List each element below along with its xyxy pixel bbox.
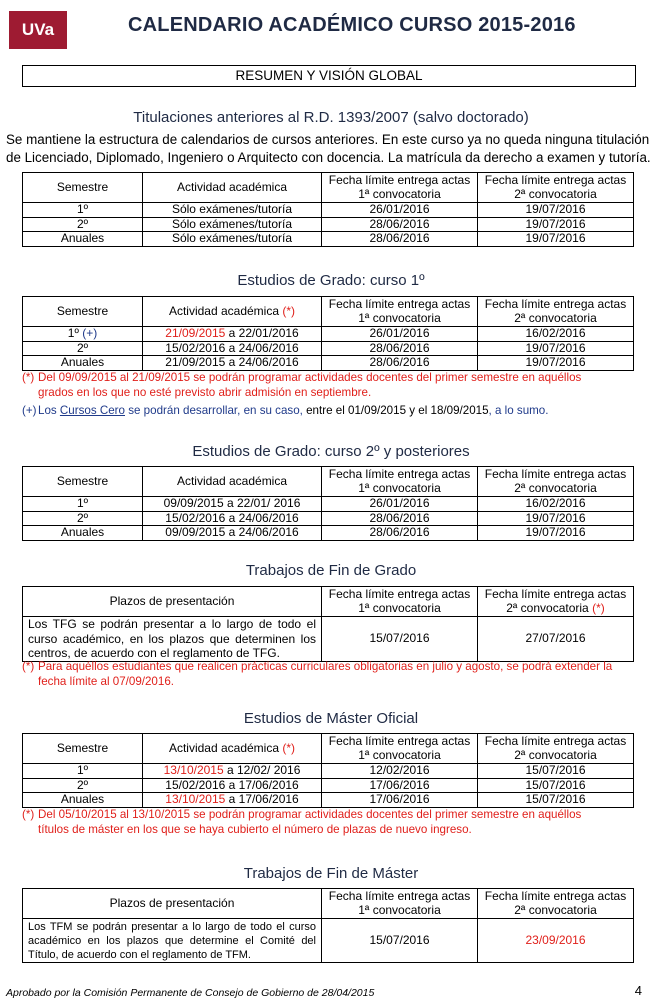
cell-activity: 13/10/2015 a 17/06/2016	[143, 793, 322, 808]
cell-semester: 2º	[23, 511, 143, 526]
col-header-activity: Actividad académica	[143, 173, 322, 203]
cell-second-call: 15/07/2016	[478, 764, 634, 779]
summary-heading: RESUMEN Y VISIÓN GLOBAL	[22, 65, 636, 87]
cell-second-call: 16/02/2016	[478, 327, 634, 342]
cell-first-call: 17/06/2016	[322, 778, 478, 793]
table-row	[23, 793, 634, 808]
cell-semester: Anuales	[23, 232, 143, 247]
cell-semester: 2º	[23, 217, 143, 232]
cell-semester: Anuales	[23, 356, 143, 371]
cell-first-call: 15/07/2016	[322, 617, 478, 662]
table-grado-first-year	[22, 296, 634, 371]
table-row	[23, 341, 634, 356]
cell-first-call: 28/06/2016	[322, 217, 478, 232]
cell-semester: 2º	[23, 778, 143, 793]
table-row	[23, 617, 634, 662]
col-header-first-call: Fecha límite entrega actas 1ª convocatoria	[322, 587, 478, 617]
col-header-activity: Actividad académica	[143, 467, 322, 497]
table-tfm	[22, 888, 634, 963]
section-title-tfm: Trabajos de Fin de Máster	[243, 865, 419, 882]
cell-first-call: 26/01/2016	[322, 327, 478, 342]
cell-second-call: 15/07/2016	[478, 778, 634, 793]
cell-first-call: 28/06/2016	[322, 232, 478, 247]
section-title-tfg: Trabajos de Fin de Grado	[245, 562, 417, 579]
cell-activity: 15/02/2016 a 24/06/2016	[143, 341, 322, 356]
cell-activity: 15/02/2016 a 17/06/2016	[143, 778, 322, 793]
cell-first-call: 28/06/2016	[322, 341, 478, 356]
cell-second-call: 19/07/2016	[478, 232, 634, 247]
note-cursos-cero: (+) Los Cursos Cero se podrán desarrollar, en su caso, entre el 01/09/2015 y el 18/09/2015, a lo sumo.	[22, 404, 549, 417]
table-row	[23, 203, 634, 218]
cell-semester: 1º	[23, 497, 143, 512]
note-grado-first-year: (*) Del 09/09/2015 al 21/09/2015 se podrán programar actividades docentes del primer semestre en aquéllos grados en los que no esté previsto abrir admisión en septiembre.	[22, 371, 582, 399]
cell-first-call: 26/01/2016	[322, 203, 478, 218]
col-header-semester: Semestre	[23, 467, 143, 497]
cell-activity: Sólo exámenes/tutoría	[143, 217, 322, 232]
cell-second-call: 19/07/2016	[478, 356, 634, 371]
col-header-first-call: Fecha límite entrega actas 1ª convocatoria	[322, 173, 478, 203]
col-header-second-call: Fecha límite entrega actas 2ª convocatoria	[478, 297, 634, 327]
col-header-deadlines: Plazos de presentación	[23, 587, 322, 617]
table-row	[23, 778, 634, 793]
table-row	[23, 764, 634, 779]
col-header-semester: Semestre	[23, 173, 143, 203]
col-header-first-call: Fecha límite entrega actas 1ª convocatoria	[322, 297, 478, 327]
col-header-activity: Actividad académica (*)	[143, 734, 322, 764]
col-header-activity: Actividad académica (*)	[143, 297, 322, 327]
col-header-first-call: Fecha límite entrega actas 1ª convocatoria	[322, 467, 478, 497]
col-header-semester: Semestre	[23, 734, 143, 764]
table-row	[23, 327, 634, 342]
table-row	[23, 217, 634, 232]
document-title: CALENDARIO ACADÉMICO CURSO 2015-2016	[128, 14, 576, 36]
col-header-semester: Semestre	[23, 297, 143, 327]
cell-first-call: 15/07/2016	[322, 919, 478, 963]
cell-second-call: 23/09/2016	[478, 919, 634, 963]
cell-first-call: 12/02/2016	[322, 764, 478, 779]
cell-semester: Anuales	[23, 526, 143, 541]
table-row	[23, 497, 634, 512]
note-tfg: (*) Para aquéllos estudiantes que realicen prácticas curriculares obligatorias en julio y agosto, se podrá extender la fecha límite al 07/09/2016.	[22, 660, 613, 688]
table-previous-degrees	[22, 172, 634, 247]
table-row	[23, 919, 634, 963]
cell-second-call: 19/07/2016	[478, 526, 634, 541]
table-master	[22, 733, 634, 808]
footer-approval: Aprobado por la Comisión Permanente de Consejo de Gobierno de 28/04/2015	[6, 987, 375, 999]
cell-first-call: 26/01/2016	[322, 497, 478, 512]
table-row	[23, 356, 634, 371]
cell-first-call: 17/06/2016	[322, 793, 478, 808]
cell-activity: 21/09/2015 a 22/01/2016	[143, 327, 322, 342]
cell-second-call: 19/07/2016	[478, 341, 634, 356]
col-header-second-call: Fecha límite entrega actas 2ª convocatoria	[478, 889, 634, 919]
cell-deadlines-text: Los TFM se podrán presentar a lo largo de todo el curso académico en los plazos que determine el Comité del Título, de acuerdo con el reglamento de TFM.	[23, 919, 322, 963]
cell-deadlines-text: Los TFG se podrán presentar a lo largo de todo el curso académico, en los plazos que determinen los centros, de acuerdo con el reglamento de TFG.	[23, 617, 322, 662]
table-row	[23, 511, 634, 526]
col-header-second-call: Fecha límite entrega actas 2ª convocatoria	[478, 173, 634, 203]
cell-semester: 1º	[23, 203, 143, 218]
col-header-second-call: Fecha límite entrega actas 2ª convocatoria (*)	[478, 587, 634, 617]
cell-second-call: 16/02/2016	[478, 497, 634, 512]
col-header-first-call: Fecha límite entrega actas 1ª convocatoria	[322, 734, 478, 764]
cell-second-call: 19/07/2016	[478, 203, 634, 218]
page-number: 4	[634, 983, 642, 998]
cell-second-call: 27/07/2016	[478, 617, 634, 662]
cell-activity: 21/09/2015 a 24/06/2016	[143, 356, 322, 371]
table-tfg	[22, 586, 634, 662]
cell-first-call: 28/06/2016	[322, 526, 478, 541]
col-header-first-call: Fecha límite entrega actas 1ª convocatoria	[322, 889, 478, 919]
cell-semester: 1º (+)	[23, 327, 143, 342]
section-title-master: Estudios de Máster Oficial	[243, 710, 419, 727]
cell-first-call: 28/06/2016	[322, 511, 478, 526]
cell-second-call: 15/07/2016	[478, 793, 634, 808]
section-paragraph: Se mantiene la estructura de calendarios de cursos anteriores. En este curso ya no queda ninguna titulación de Licenciado, Diplomado, Ingeniero o Arquitecto con docencia. La matrícula da derecho a examen y tutoría.	[6, 132, 651, 165]
cell-second-call: 19/07/2016	[478, 217, 634, 232]
cell-activity: 09/09/2015 a 24/06/2016	[143, 526, 322, 541]
cell-second-call: 19/07/2016	[478, 511, 634, 526]
cell-activity: Sólo exámenes/tutoría	[143, 232, 322, 247]
section-title-grado-later-years: Estudios de Grado: curso 2º y posteriores	[192, 443, 470, 460]
section-title-previous-degrees: Titulaciones anteriores al R.D. 1393/2007 (salvo doctorado)	[133, 109, 529, 126]
table-row	[23, 526, 634, 541]
table-grado-later-years	[22, 466, 634, 541]
col-header-second-call: Fecha límite entrega actas 2ª convocatoria	[478, 467, 634, 497]
cell-semester: 2º	[23, 341, 143, 356]
cursos-cero-link[interactable]: Cursos Cero	[59, 404, 125, 417]
cell-activity: 15/02/2016 a 24/06/2016	[143, 511, 322, 526]
cell-activity: 09/09/2015 a 22/01/ 2016	[143, 497, 322, 512]
cell-first-call: 28/06/2016	[322, 356, 478, 371]
cell-activity: Sólo exámenes/tutoría	[143, 203, 322, 218]
cell-semester: Anuales	[23, 793, 143, 808]
col-header-deadlines: Plazos de presentación	[23, 889, 322, 919]
col-header-second-call: Fecha límite entrega actas 2ª convocatoria	[478, 734, 634, 764]
table-row	[23, 232, 634, 247]
note-master: (*) Del 05/10/2015 al 13/10/2015 se podrán programar actividades docentes del primer semestre en aquéllos títulos de máster en los que se haya cubierto el número de plazas de nuevo ingreso.	[22, 808, 582, 836]
cell-activity: 13/10/2015 a 12/02/ 2016	[143, 764, 322, 779]
cell-semester: 1º	[23, 764, 143, 779]
uva-logo: UVa	[9, 11, 67, 49]
section-title-grado-first-year: Estudios de Grado: curso 1º	[237, 272, 425, 289]
